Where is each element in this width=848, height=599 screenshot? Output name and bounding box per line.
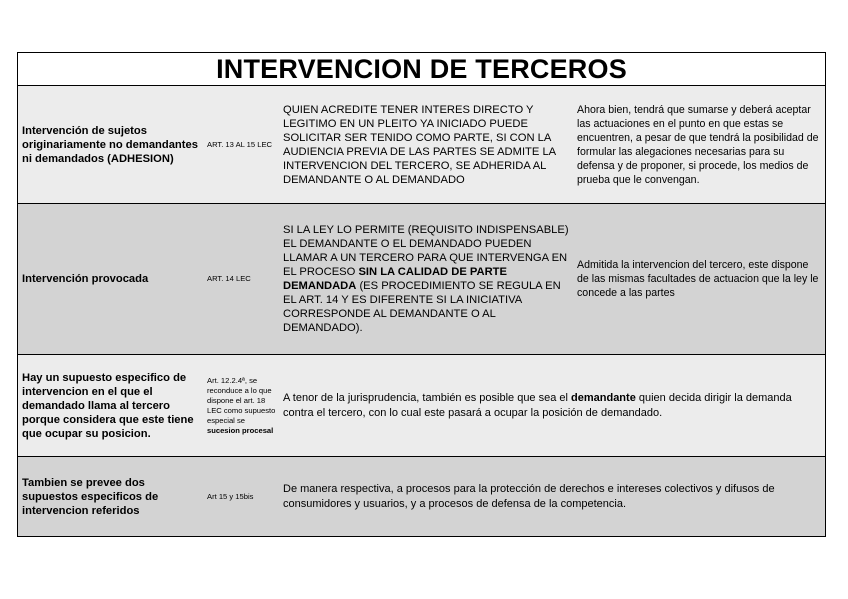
row-subject: Intervención provocada	[22, 273, 149, 285]
row-description: QUIEN ACREDITE TENER INTERES DIRECTO Y LEGITIMO EN UN PLEITO YA INICIADO PUEDE SOLICITAR SER TENIDO COMO PARTE, SI CON LA AUDIENCIA PREVIA DE LAS PARTES SE ADMITE LA INTERVENCION DEL TERCERO, SE ADHERIDA AL DEMANDANTE O AL DEMANDADO	[283, 103, 556, 186]
description-text: quien decida dirigir la demanda contra el tercero, con lo cual este pasará a ocupar la posición de demandado.	[283, 391, 792, 419]
row-description	[279, 223, 575, 335]
article-text: Art. 12.2.4ª, se reconduce a lo que dispone el art. 18 LEC como supuesto especial se	[207, 375, 276, 425]
description-text: (ES PROCEDIMIENTO SE REGULA EN EL ART. 14 Y ES DIFERENTE SI LA INICIATIVA CORRESPONDE AL DEMANDANTE O AL DEMANDADO).	[283, 280, 561, 334]
table-row-special-processes	[18, 457, 825, 536]
row-article: ART. 14 LEC	[207, 274, 251, 283]
description-text: SI LA LEY LO PERMITE (REQUISITO INDISPENSABLE) EL DEMANDANTE O EL DEMANDADO PUEDEN LLAMAR A UN TERCERO PARA QUE INTERVENGA EN EL PROCESO	[283, 224, 569, 278]
row-subject: Tambien se prevee dos supuestos especificos de intervencion referidos	[22, 476, 159, 517]
table-row-specific-case	[18, 355, 825, 457]
description-emphasis: demandante	[571, 391, 636, 404]
row-description: De manera respectiva, a procesos para la protección de derechos e intereses colectivos y difusos de consumidores y usuarios, y a procesos de defensa de la competencia.	[283, 482, 775, 510]
description-emphasis: SIN LA CALIDAD DE PARTE DEMANDADA	[283, 266, 507, 292]
row-subject: Intervención de sujetos originariamente no demandantes ni demandados (ADHESION)	[22, 124, 198, 165]
row-description	[279, 391, 825, 421]
row-notes: Ahora bien, tendrá que sumarse y deberá aceptar las actuaciones en el punto en que estas se encuentren, a pesar de que tendrá la posibilidad de formular las alegaciones necesarias para su defensa y de proponer, si procede, los medios de prueba que le convengan.	[577, 103, 819, 186]
description-text: A tenor de la jurisprudencia, también es posible que sea el	[283, 391, 572, 404]
article-emphasis: sucesion procesal	[207, 425, 274, 435]
intervention-table	[17, 52, 826, 537]
row-subject: Hay un supuesto especifico de intervencion en el que el demandado llama al tercero porque considera que este tiene que ocupar su posicion.	[22, 371, 194, 440]
row-article: Art 15 y 15bis	[207, 491, 254, 501]
table-row-provoked	[18, 204, 825, 355]
table-row-adhesion	[18, 86, 825, 204]
row-notes: Admitida la intervencion del tercero, este dispone de las mismas facultades de actuacion que la ley le concede a las partes	[577, 259, 819, 299]
row-article: ART. 13 AL 15 LEC	[207, 139, 273, 149]
table-title: INTERVENCION DE TERCEROS	[18, 53, 825, 86]
row-article	[203, 376, 279, 436]
